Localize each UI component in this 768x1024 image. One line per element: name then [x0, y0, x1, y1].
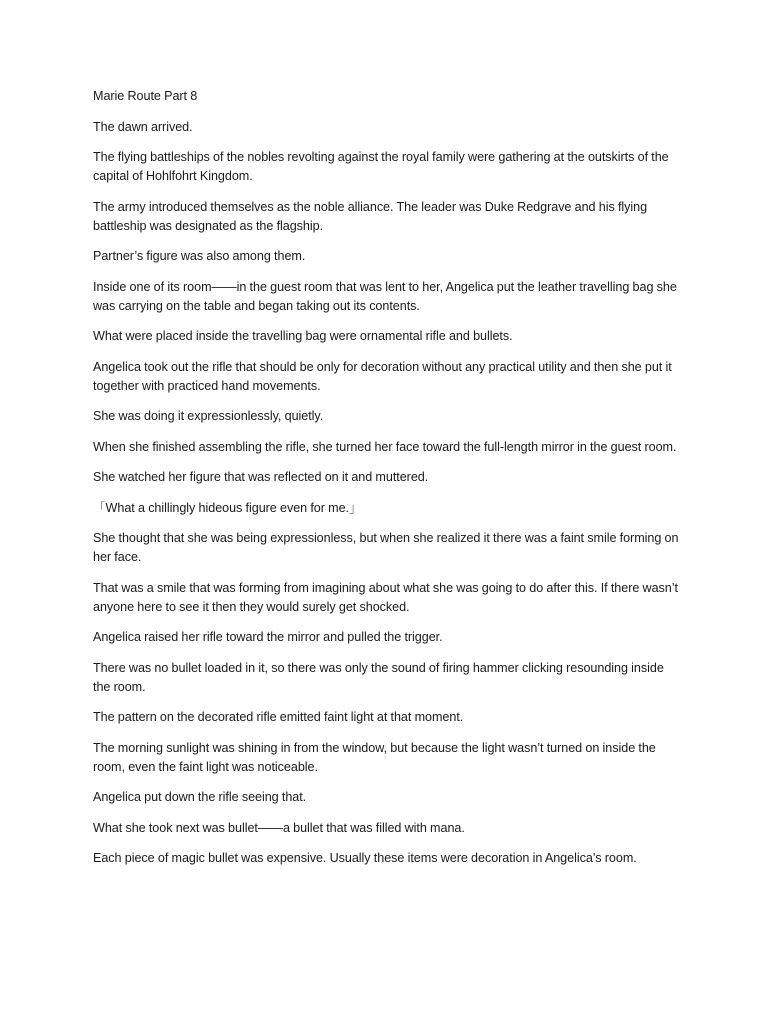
paragraph: She was doing it expressionlessly, quietly. — [93, 409, 324, 423]
paragraph: The morning sunlight was shining in from the window, but because the light wasn’t turned on inside the room, even the faint light was noticeable. — [93, 740, 656, 774]
paragraph: Angelica took out the rifle that should be only for decoration without any practical utility and then she put it together with practiced hand movements. — [93, 359, 672, 393]
paragraph: The dawn arrived. — [93, 119, 193, 134]
paragraph: She thought that she was being expressionless, but when she realized it there was a faint smile forming on her face. — [93, 531, 679, 564]
document-body — [93, 87, 683, 880]
paragraph: Partner’s figure was also among them. — [93, 249, 306, 263]
paragraph: What were placed inside the travelling bag were ornamental rifle and bullets. — [93, 329, 513, 343]
paragraph: That was a smile that was forming from imagining about what she was going to do after this. If there wasn’t anyone here to see it then they would surely get shocked. — [93, 580, 678, 614]
document-title: Marie Route Part 8 — [93, 89, 198, 103]
dialogue-line: 「What a chillingly hideous figure even for me.」 — [93, 500, 362, 515]
paragraph: Inside one of its room——in the guest room that was lent to her, Angelica put the leather travelling bag she was carrying on the table and began taking out its contents. — [93, 279, 677, 313]
paragraph: When she finished assembling the rifle, she turned her face toward the full-length mirror in the guest room. — [93, 439, 677, 454]
paragraph: Angelica put down the rifle seeing that. — [93, 790, 307, 804]
paragraph: Angelica raised her rifle toward the mirror and pulled the trigger. — [93, 630, 443, 644]
paragraph: What she took next was bullet——a bullet that was filled with mana. — [93, 820, 465, 835]
paragraph: Each piece of magic bullet was expensive. Usually these items were decoration in Angelica’s room. — [93, 851, 637, 865]
paragraph: There was no bullet loaded in it, so there was only the sound of firing hammer clicking resounding inside the room. — [93, 660, 664, 694]
paragraph: The pattern on the decorated rifle emitted faint light at that moment. — [93, 710, 464, 724]
paragraph: The army introduced themselves as the noble alliance. The leader was Duke Redgrave and his flying battleship was designated as the flagship. — [93, 199, 648, 233]
paragraph: She watched her figure that was reflected on it and muttered. — [93, 470, 429, 484]
paragraph: The flying battleships of the nobles revolting against the royal family were gathering at the outskirts of the capital of Hohlfohrt Kingdom. — [93, 150, 669, 183]
